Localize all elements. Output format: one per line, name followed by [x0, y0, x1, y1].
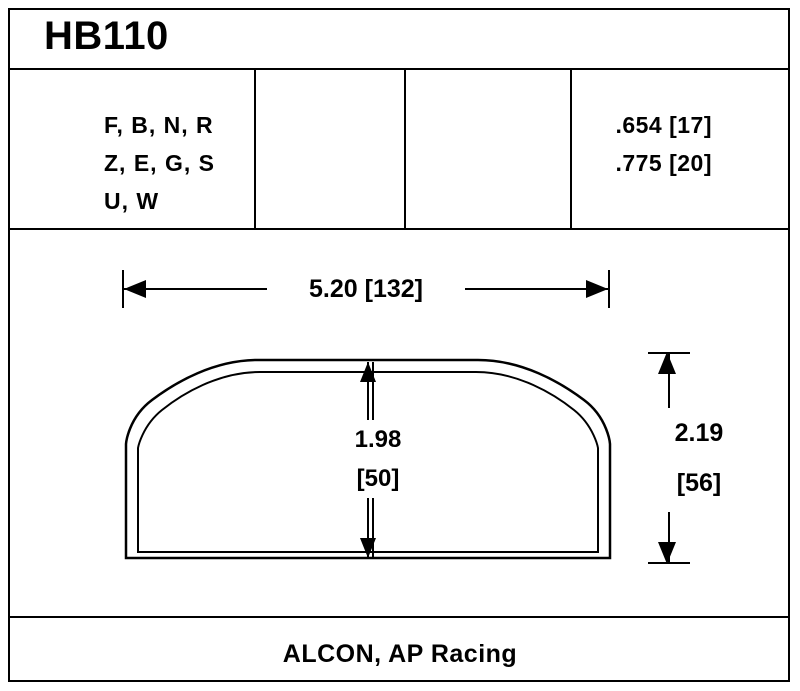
compound-code-row-2: Z, E, G, S: [104, 150, 215, 176]
compound-code-list: [104, 106, 215, 220]
compound-code-row-1: F, B, N, R: [104, 112, 214, 138]
arrow-down-icon: [658, 542, 676, 564]
arrow-right-icon: [586, 280, 608, 298]
height-mm: [56]: [676, 469, 722, 497]
inner-height-dimension: [330, 362, 426, 558]
part-number: HB110: [44, 14, 169, 58]
table-bottom-divider: [10, 228, 788, 230]
header-divider: [10, 68, 788, 70]
application-label: ALCON, AP Racing: [282, 640, 518, 668]
table-column-divider-2: [404, 70, 406, 228]
arrow-up-icon: [658, 352, 676, 374]
table-column-divider-1: [254, 70, 256, 228]
width-dimension: [122, 262, 610, 318]
thickness-list: [615, 106, 712, 182]
arrow-left-icon: [124, 280, 146, 298]
height-inches: 2.19: [674, 419, 724, 447]
table-column-divider-3: [570, 70, 572, 228]
inner-height-dimension-label: [316, 420, 440, 498]
arrow-up-icon: [360, 362, 376, 382]
arrow-down-icon: [360, 538, 376, 558]
inner-height-inches: 1.98: [354, 426, 402, 453]
thickness-row-2: .775 [20]: [615, 150, 712, 176]
inner-height-mm: [50]: [356, 465, 400, 492]
height-dimension: [634, 352, 764, 564]
compound-code-row-3: U, W: [104, 188, 160, 214]
thickness-row-1: .654 [17]: [615, 112, 712, 138]
footer-divider: [10, 616, 788, 618]
height-dimension-label: [634, 408, 764, 508]
width-dimension-label: 5.20 [132]: [267, 270, 465, 308]
